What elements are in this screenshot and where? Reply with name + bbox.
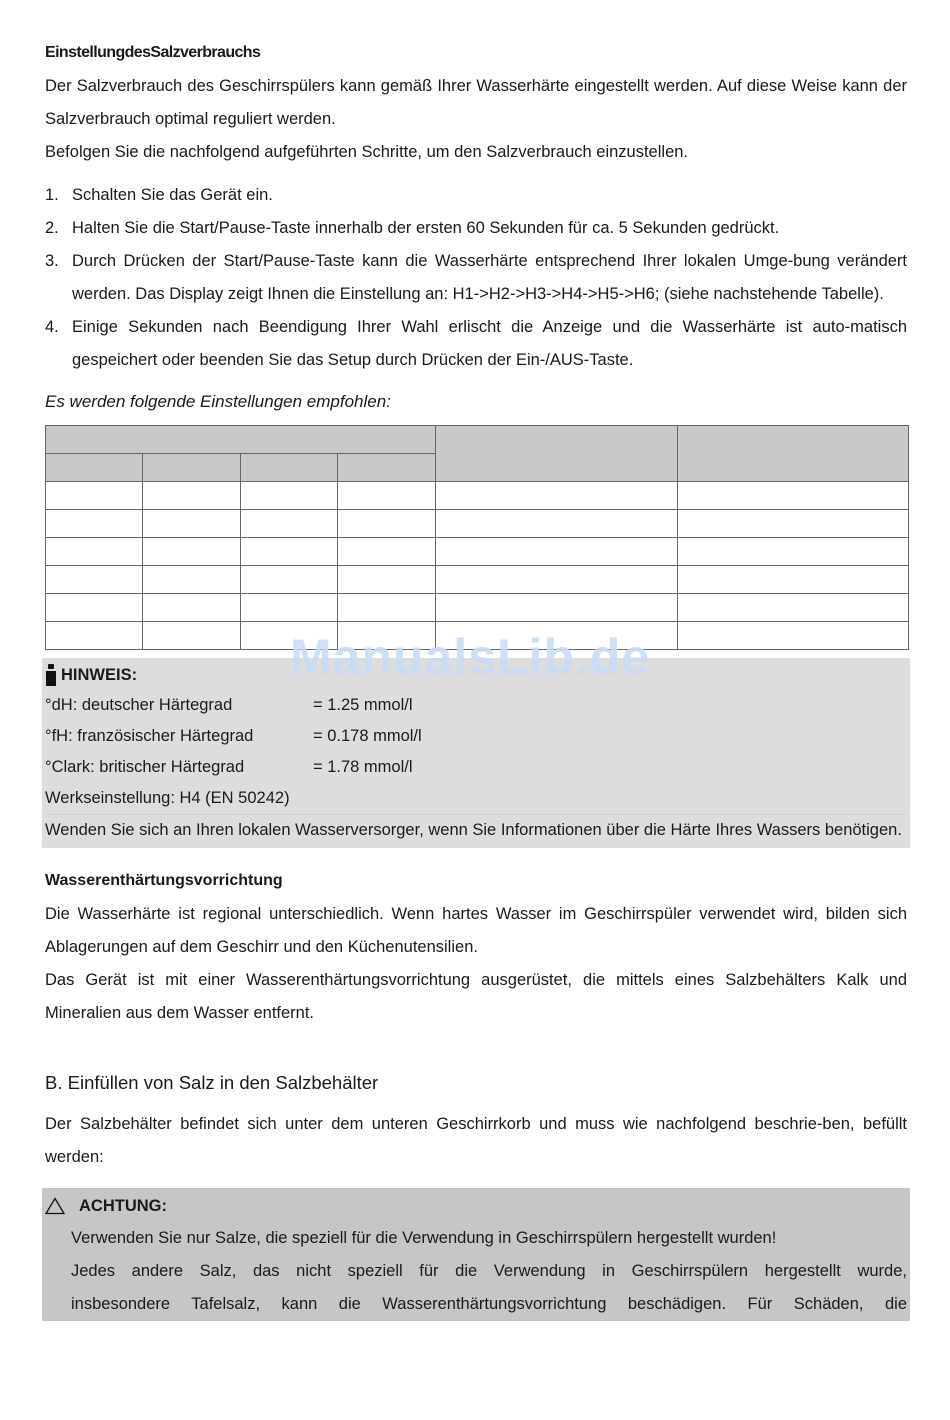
step-number: 1. [45,186,59,204]
table-row [46,594,909,622]
warning-triangle-icon [45,1197,65,1215]
hardness-unit-row [45,690,907,721]
factory-setting: Werkseinstellung: H4 (EN 50242) [45,789,290,807]
hardness-unit-value: = 0.178 mmol/l [313,727,422,745]
step-number: 2. [45,219,59,237]
table-row [46,482,909,510]
steps-list [45,179,907,377]
hardness-unit-row [45,721,907,752]
note-title-text: HINWEIS: [61,666,138,684]
warning-line: Jedes andere Salz, das nicht speziell für die Verwendung in Geschirrspülern hergestellt wurde, [71,1262,907,1280]
watermark-logo: ManualsLib.de [290,629,651,685]
section-title-fill-salt: B. Einfüllen von Salz in den Salzbehälter [45,1072,379,1093]
water-hardness-table [45,425,909,650]
warning-title [45,1190,907,1222]
warning-line: Verwenden Sie nur Salze, die speziell für die Verwendung in Geschirrspülern hergestellt wurden! [71,1229,777,1247]
table-header-row [46,426,909,454]
section-title-salt-consumption: EinstellungdesSalzverbrauchs [45,44,261,61]
table-header-cell [241,454,338,482]
hardness-unit-label: °Clark: britischer Härtegrad [45,758,245,776]
info-icon [45,664,57,686]
table-row [46,566,909,594]
step-number: 4. [45,318,59,336]
table-header-cell [46,454,143,482]
warning-line: insbesondere Tafelsalz, kann die Wasserenthärtungsvorrichtung beschädigen. Für Schäden, die [71,1295,907,1313]
step-number: 3. [45,252,59,270]
table-header-cell [338,454,436,482]
list-item [45,179,907,212]
hardness-unit-value: = 1.78 mmol/l [313,758,413,776]
step-text: Durch Drücken der Start/Pause-Taste kann die Wasserhärte entsprechend Ihrer lokalen Umge-bung verändert werden. Das Display zeigt Ihnen die Einstellung an: H1->H2->H3->H4->H5->H6; (siehe nachstehende Tabelle). [72,252,907,303]
list-item [45,245,907,311]
list-item [45,311,907,377]
table-header-cell [46,426,436,454]
hinweis-note-box [42,658,910,848]
recommended-settings-caption: Es werden folgende Einstellungen empfohlen: [45,392,391,411]
table-row [46,510,909,538]
water-supplier-advice: Wenden Sie sich an Ihren lokalen Wasserversorger, wenn Sie Informationen über die Härte Ihres Wassers benötigen. [45,821,902,839]
table-row [46,538,909,566]
step-text: Einige Sekunden nach Beendigung Ihrer Wahl erlischt die Anzeige und die Wasserhärte ist auto-matisch gespeichert oder beenden Sie das Setup durch Drücken der Ein-/AUS-Taste. [72,318,907,369]
instructions-paragraph: Befolgen Sie die nachfolgend aufgeführten Schritte, um den Salzverbrauch einzustellen. [45,143,689,161]
section-title-water-softener: Wasserenthärtungsvorrichtung [45,872,283,889]
hardness-unit-value: = 1.25 mmol/l [313,696,413,714]
step-text: Halten Sie die Start/Pause-Taste innerhalb der ersten 60 Sekunden für ca. 5 Sekunden gedrückt. [72,219,780,237]
fill-salt-paragraph: Der Salzbehälter befindet sich unter dem unteren Geschirrkorb und muss wie nachfolgend beschrie-ben, befüllt werden: [45,1115,907,1166]
list-item [45,212,907,245]
warning-title-text: ACHTUNG: [79,1197,167,1215]
water-softener-paragraph-1: Die Wasserhärte ist regional unterschiedlich. Wenn hartes Wasser im Geschirrspüler verwendet wird, bilden sich Ablagerungen auf dem Geschirr und den Küchenutensilien. [45,905,907,956]
water-softener-paragraph-2: Das Gerät ist mit einer Wasserenthärtungsvorrichtung ausgerüstet, die mittels eines Salzbehälters Kalk und Mineralien aus dem Wasser entfernt. [45,971,907,1022]
step-text: Schalten Sie das Gerät ein. [72,186,273,204]
intro-paragraph: Der Salzverbrauch des Geschirrspülers kann gemäß Ihrer Wasserhärte eingestellt werden. Auf diese Weise kann der Salzverbrauch optimal reguliert werden. [45,77,907,128]
table-header-cell [678,426,909,482]
table-header-cell [436,426,678,482]
hardness-unit-label: °dH: deutscher Härtegrad [45,696,233,714]
hardness-unit-row [45,752,907,783]
table-header-cell [143,454,241,482]
hardness-unit-label: °fH: französischer Härtegrad [45,727,254,745]
achtung-warning-box [42,1188,910,1321]
